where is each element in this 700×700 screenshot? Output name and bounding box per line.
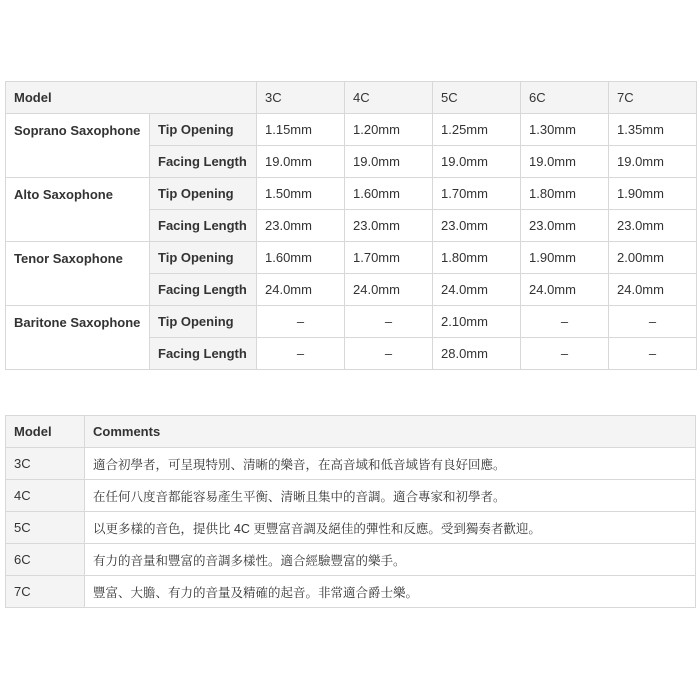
- model-name-soprano: Soprano Saxophone: [6, 114, 150, 178]
- spec-value: –: [257, 338, 345, 370]
- spec-value: 23.0mm: [345, 210, 433, 242]
- spec-value: 28.0mm: [433, 338, 521, 370]
- mouthpiece-comments-table: [5, 415, 696, 608]
- comment-model: 4C: [6, 480, 85, 512]
- spec-value: –: [257, 306, 345, 338]
- comment-model: 3C: [6, 448, 85, 480]
- spec-value: –: [609, 306, 697, 338]
- specs-header-row: [6, 82, 697, 114]
- spec-value: 1.60mm: [257, 242, 345, 274]
- spec-value: –: [345, 306, 433, 338]
- param-tip-opening: Tip Opening: [150, 306, 257, 338]
- comment-text: 以更多樣的音色，提供比 4C 更豐富音調及絕佳的彈性和反應。受到獨奏者歡迎。: [85, 512, 696, 544]
- spec-value: 1.25mm: [433, 114, 521, 146]
- param-facing-length: Facing Length: [150, 274, 257, 306]
- spec-value: 19.0mm: [257, 146, 345, 178]
- spec-value: 2.00mm: [609, 242, 697, 274]
- mouthpiece-specs-table: [5, 81, 697, 370]
- comment-text: 在任何八度音都能容易產生平衡、清晰且集中的音調。適合專家和初學者。: [85, 480, 696, 512]
- table-row: [6, 448, 696, 480]
- spec-value: 23.0mm: [609, 210, 697, 242]
- spec-value: 1.30mm: [521, 114, 609, 146]
- spec-value: 23.0mm: [433, 210, 521, 242]
- spec-value: 1.90mm: [609, 178, 697, 210]
- spec-value: 1.50mm: [257, 178, 345, 210]
- spec-value: 2.10mm: [433, 306, 521, 338]
- spec-value: 1.60mm: [345, 178, 433, 210]
- spec-value: 19.0mm: [433, 146, 521, 178]
- comment-text: 有力的音量和豐富的音調多樣性。適合經驗豐富的樂手。: [85, 544, 696, 576]
- spec-value: 1.80mm: [433, 242, 521, 274]
- spec-value: 19.0mm: [521, 146, 609, 178]
- spec-value: 1.70mm: [345, 242, 433, 274]
- spec-value: 1.15mm: [257, 114, 345, 146]
- spec-value: –: [521, 306, 609, 338]
- size-header-3c: 3C: [257, 82, 345, 114]
- spec-value: 24.0mm: [433, 274, 521, 306]
- comments-header-row: [6, 416, 696, 448]
- table-row: [6, 306, 697, 338]
- spec-value: 19.0mm: [345, 146, 433, 178]
- param-facing-length: Facing Length: [150, 210, 257, 242]
- model-name-alto: Alto Saxophone: [6, 178, 150, 242]
- spec-value: –: [609, 338, 697, 370]
- table-row: [6, 242, 697, 274]
- spec-value: –: [521, 338, 609, 370]
- param-tip-opening: Tip Opening: [150, 242, 257, 274]
- model-name-tenor: Tenor Saxophone: [6, 242, 150, 306]
- size-header-6c: 6C: [521, 82, 609, 114]
- spec-value: 24.0mm: [257, 274, 345, 306]
- size-header-5c: 5C: [433, 82, 521, 114]
- size-header-7c: 7C: [609, 82, 697, 114]
- param-facing-length: Facing Length: [150, 338, 257, 370]
- spec-value: 23.0mm: [257, 210, 345, 242]
- param-tip-opening: Tip Opening: [150, 178, 257, 210]
- comments-header: Comments: [85, 416, 696, 448]
- spec-value: 1.20mm: [345, 114, 433, 146]
- comment-model: 6C: [6, 544, 85, 576]
- model-header: Model: [6, 82, 257, 114]
- model-name-baritone: Baritone Saxophone: [6, 306, 150, 370]
- spec-value: 19.0mm: [609, 146, 697, 178]
- table-row: [6, 480, 696, 512]
- table-row: [6, 576, 696, 608]
- spec-value: 24.0mm: [345, 274, 433, 306]
- spec-value: 1.90mm: [521, 242, 609, 274]
- comment-text: 適合初學者，可呈現特別、清晰的樂音，在高音域和低音域皆有良好回應。: [85, 448, 696, 480]
- size-header-4c: 4C: [345, 82, 433, 114]
- comment-model: 7C: [6, 576, 85, 608]
- param-facing-length: Facing Length: [150, 146, 257, 178]
- spec-value: 23.0mm: [521, 210, 609, 242]
- spec-value: 24.0mm: [609, 274, 697, 306]
- spec-value: 1.35mm: [609, 114, 697, 146]
- spec-value: 1.80mm: [521, 178, 609, 210]
- param-tip-opening: Tip Opening: [150, 114, 257, 146]
- comment-text: 豐富、大膽、有力的音量及精確的起音。非常適合爵士樂。: [85, 576, 696, 608]
- spec-value: 24.0mm: [521, 274, 609, 306]
- spec-value: 1.70mm: [433, 178, 521, 210]
- spec-value: –: [345, 338, 433, 370]
- comments-model-header: Model: [6, 416, 85, 448]
- table-row: [6, 544, 696, 576]
- table-row: [6, 512, 696, 544]
- comment-model: 5C: [6, 512, 85, 544]
- table-row: [6, 114, 697, 146]
- table-row: [6, 178, 697, 210]
